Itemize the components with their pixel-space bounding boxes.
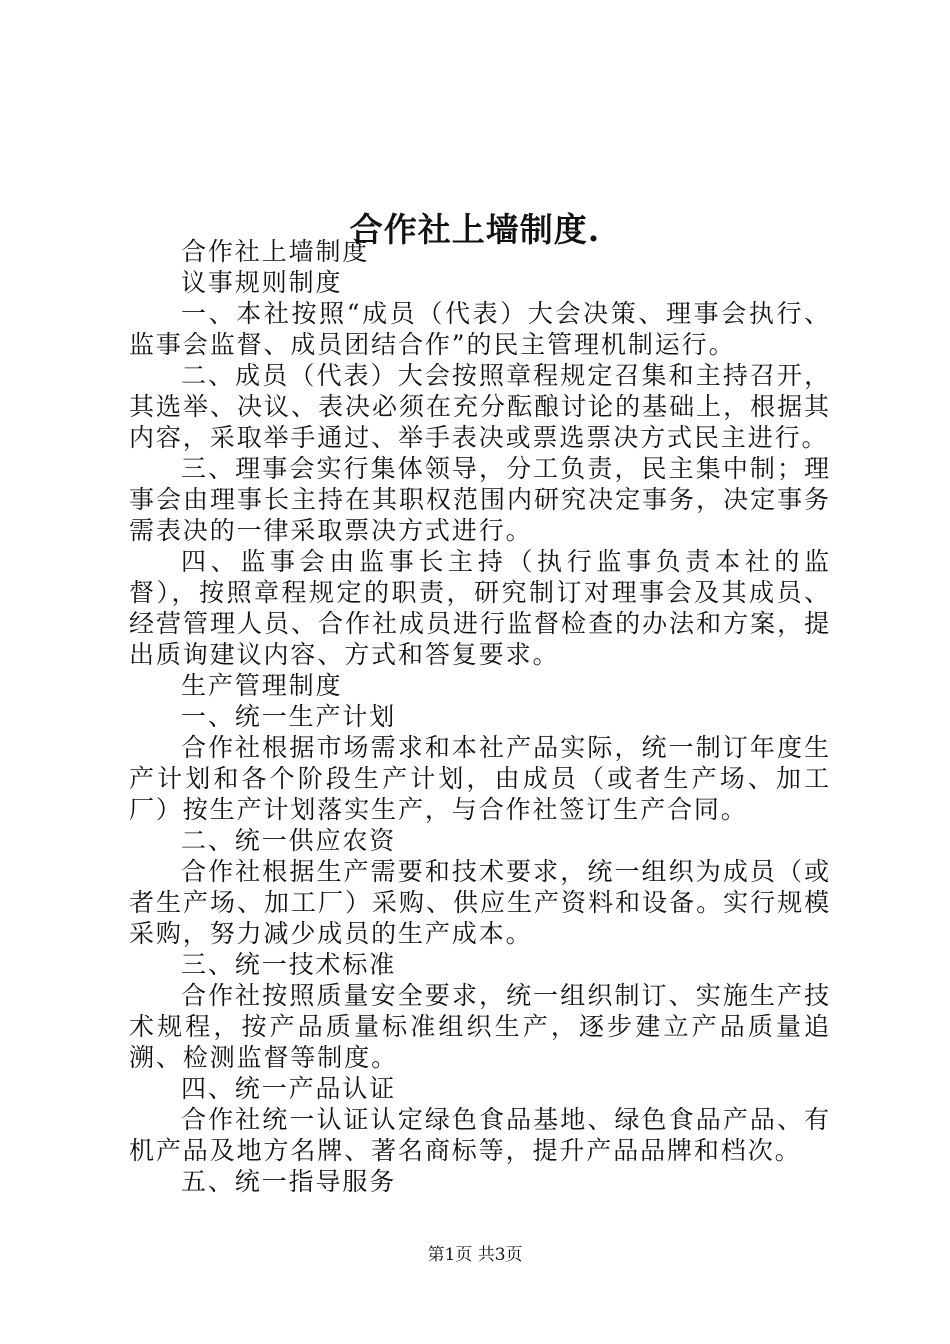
page-number-footer: 第1页 共3页	[427, 1245, 523, 1265]
paragraph-section-heading-rules: 议事规则制度	[181, 268, 343, 297]
paragraph-rule-2: 二、成员（代表）大会按照章程规定召集和主持召开，其选举、决议、表决必须在充分酝酿讨论的基础上，根据其内容，采取举手通过、举手表决或票选票决方式民主进行。	[129, 361, 831, 452]
paragraph-production-3: 合作社按照质量安全要求，统一组织制订、实施生产技术规程，按产品质量标准组织生产，逐步建立产品质量追溯、检测监督等制度。	[129, 981, 831, 1072]
paragraph-rule-3: 三、理事会实行集体领导，分工负责，民主集中制；理事会由理事长主持在其职权范围内研究决定事务，决定事务需表决的一律采取票决方式进行。	[129, 454, 831, 545]
paragraph-subheading-1: 一、统一生产计划	[181, 702, 397, 731]
paragraph-rule-1: 一、本社按照“成员（代表）大会决策、理事会执行、监事会监督、成员团结合作”的民主管理机制运行。	[129, 299, 831, 359]
paragraph-doc-heading: 合作社上墙制度	[181, 237, 370, 266]
paragraph-subheading-3: 三、统一技术标准	[181, 950, 397, 979]
document-title: 合作社上墙制度.	[349, 210, 601, 250]
paragraph-subheading-5: 五、统一指导服务	[181, 1167, 397, 1196]
paragraph-production-1: 合作社根据市场需求和本社产品实际，统一制订年度生产计划和各个阶段生产计划，由成员（或者生产场、加工厂）按生产计划落实生产，与合作社签订生产合同。	[129, 733, 831, 824]
paragraph-subheading-4: 四、统一产品认证	[181, 1074, 397, 1103]
paragraph-production-2: 合作社根据生产需要和技术要求，统一组织为成员（或者生产场、加工厂）采购、供应生产资料和设备。实行规模采购，努力减少成员的生产成本。	[129, 857, 831, 948]
paragraph-rule-4: 四、监事会由监事长主持（执行监事负责本社的监督），按照章程规定的职责，研究制订对理事会及其成员、经营管理人员、合作社成员进行监督检查的办法和方案，提出质询建议内容、方式和答复要求。	[129, 547, 831, 669]
document-body	[129, 236, 831, 1197]
paragraph-subheading-2: 二、统一供应农资	[181, 826, 397, 855]
paragraph-production-4: 合作社统一认证认定绿色食品基地、绿色食品产品、有机产品及地方名牌、著名商标等，提升产品品牌和档次。	[129, 1105, 831, 1165]
paragraph-section-heading-production: 生产管理制度	[181, 671, 343, 700]
